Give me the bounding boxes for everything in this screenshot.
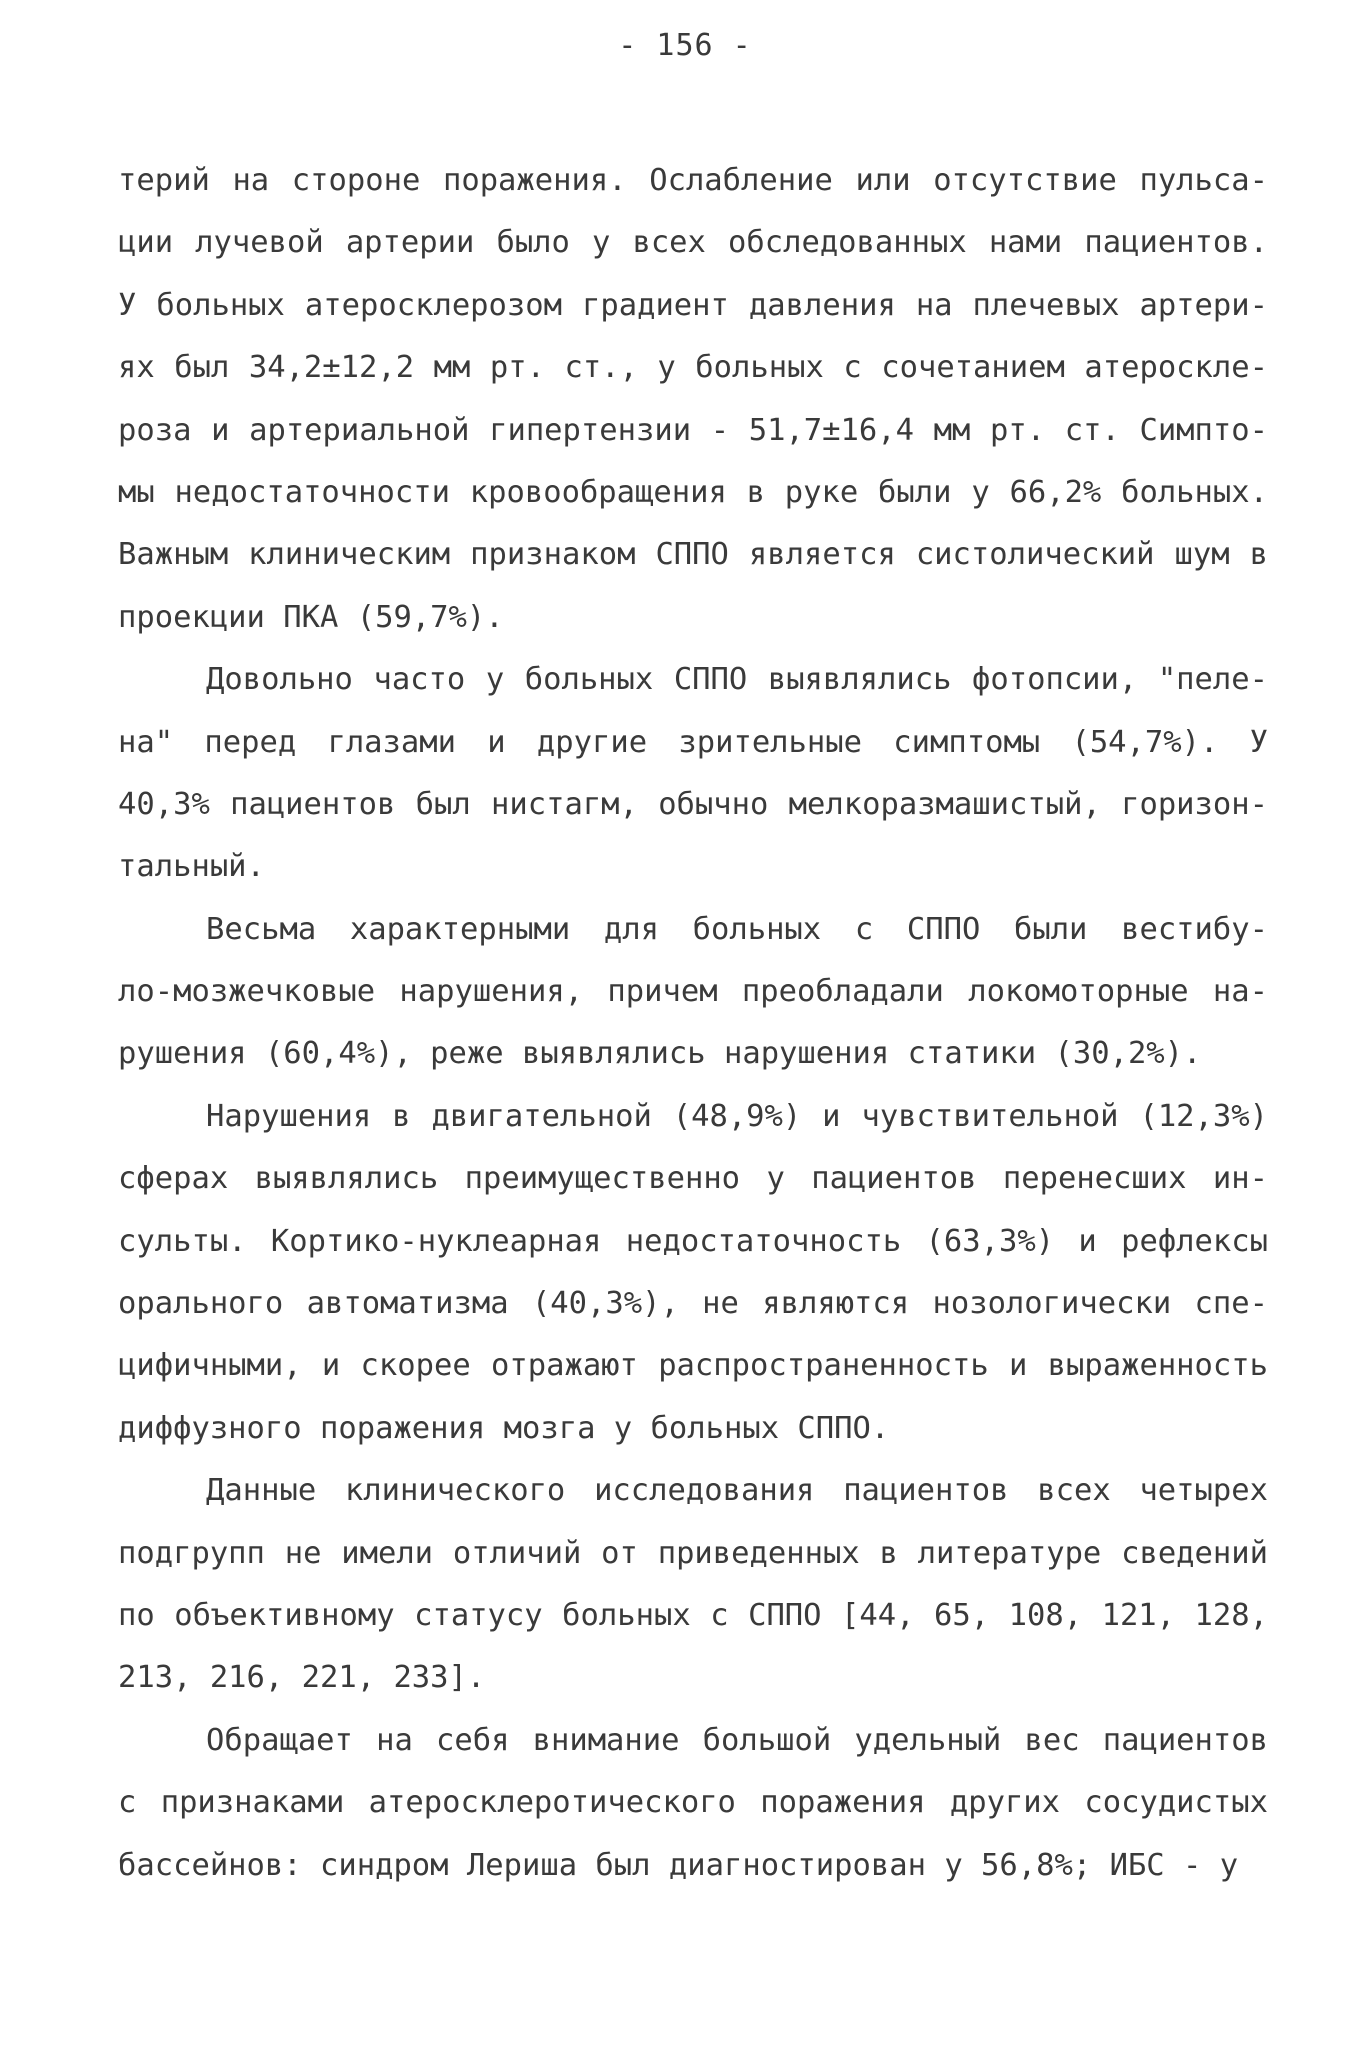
text-line: орального автоматизма (40,3%), не являются нозологически спе- <box>118 1286 1268 1322</box>
text-line: терий на стороне поражения. Ослабление или отсутствие пульса- <box>118 163 1268 198</box>
text-line: Данные клинического исследования пациентов всех четырех <box>206 1473 1268 1509</box>
text-line: ях был 34,2±12,2 мм рт. ст., у больных с сочетанием атероскле- <box>118 350 1268 386</box>
text-line: Весьма характерными для больных с СППО были вестибу- <box>206 911 1268 947</box>
text-line: ции лучевой артерии было у всех обследованных нами пациентов. <box>118 225 1268 261</box>
text-line: цифичными, и скорее отражают распространенность и выраженность <box>118 1348 1268 1384</box>
text-line: сульты. Кортико-нуклеарная недостаточность (63,3%) и рефлексы <box>118 1223 1268 1259</box>
paragraph <box>118 1710 1268 1897</box>
text-line: с признаками атеросклеротического поражения других сосудистых <box>118 1785 1268 1821</box>
text-line: Довольно часто у больных СППО выявлялись фотопсии, "пеле- <box>206 662 1268 698</box>
text-line: тальный. <box>118 849 265 885</box>
text-line: Важным клиническим признаком СППО является систолический шум в <box>118 537 1268 573</box>
text-line: Обращает на себя внимание большой удельный вес пациентов <box>206 1722 1268 1758</box>
paragraph <box>118 649 1268 899</box>
paragraph <box>118 1086 1268 1460</box>
text-line: 40,3% пациентов был нистагм, обычно мелкоразмашистый, горизон- <box>118 786 1268 822</box>
text-line: ло-мозжечковые нарушения, причем преобладали локомоторные на- <box>118 974 1268 1010</box>
text-line: диффузного поражения мозга у больных СППО. <box>118 1410 890 1446</box>
text-line: по объективному статусу больных с СППО [44, 65, 108, 121, 128, <box>118 1597 1268 1633</box>
text-line: подгрупп не имели отличий от приведенных в литературе сведений <box>118 1535 1268 1571</box>
text-line: рушения (60,4%), реже выявлялись нарушения статики (30,2%). <box>118 1036 1202 1072</box>
text-line: проекции ПКА (59,7%). <box>118 599 504 635</box>
text-line: 213, 216, 221, 233]. <box>118 1660 486 1696</box>
paragraph <box>118 150 1268 649</box>
text-line: бассейнов: синдром Лериша был диагностирован у 56,8%; ИБС - у <box>118 1847 1239 1883</box>
body-text <box>118 150 1268 1897</box>
text-line: сферах выявлялись преимущественно у пациентов перенесших ин- <box>118 1161 1268 1197</box>
page-number: - 156 - <box>618 28 752 63</box>
text-line: роза и артериальной гипертензии - 51,7±16,4 мм рт. ст. Симпто- <box>118 412 1268 448</box>
text-line: мы недостаточности кровообращения в руке были у 66,2% больных. <box>118 474 1268 510</box>
text-line: У больных атеросклерозом градиент давления на плечевых артери- <box>118 287 1268 323</box>
paragraph <box>118 899 1268 1086</box>
text-line: на" перед глазами и другие зрительные симптомы (54,7%). У <box>118 724 1268 760</box>
text-line: Нарушения в двигательной (48,9%) и чувствительной (12,3%) <box>206 1098 1268 1134</box>
paragraph <box>118 1460 1268 1710</box>
